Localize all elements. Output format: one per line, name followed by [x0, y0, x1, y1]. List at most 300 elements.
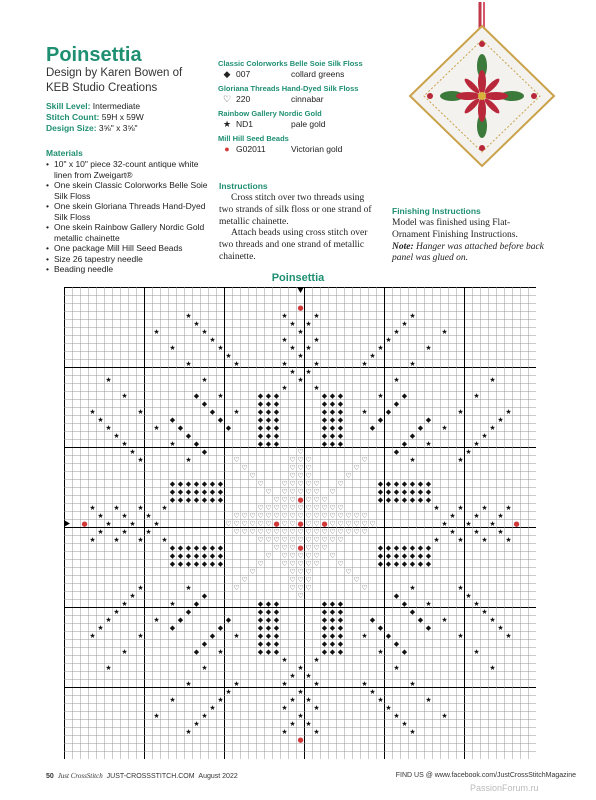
- stitch-symbol: ♡: [257, 527, 264, 536]
- stitch-symbol: ◆: [409, 479, 416, 488]
- list-item: • One skein Classic Colorworks Belle Soie Silk Floss: [46, 180, 216, 201]
- stitch-symbol: ◆: [377, 495, 384, 504]
- stitch-symbol: ◆: [169, 551, 176, 560]
- stitch-symbol: ♡: [313, 495, 320, 504]
- stitch-symbol: ◆: [401, 559, 408, 568]
- stitch-symbol: ★: [217, 343, 224, 352]
- stitch-symbol: ★: [489, 519, 496, 528]
- stitch-symbol: ♡: [289, 519, 296, 528]
- stitch-symbol: ♡: [337, 511, 344, 520]
- stitch-symbol: ♡: [361, 519, 368, 528]
- stitch-symbol: ♡: [225, 519, 232, 528]
- stitch-symbol: ★: [121, 511, 128, 520]
- stitch-symbol: ●: [297, 519, 304, 528]
- stitch-symbol: ♡: [297, 479, 304, 488]
- stitch-symbol: ♡: [257, 519, 264, 528]
- stitch-symbol: ♡: [289, 583, 296, 592]
- stitch-symbol: ◆: [425, 415, 432, 424]
- stitch-symbol: ★: [121, 391, 128, 400]
- stitch-symbol: ♡: [289, 511, 296, 520]
- stitch-symbol: ★: [281, 679, 288, 688]
- stitch-symbol: ♡: [329, 487, 336, 496]
- stitch-symbol: ★: [225, 687, 232, 696]
- stitch-symbol: ◆: [401, 543, 408, 552]
- stitch-symbol: ★: [185, 727, 192, 736]
- stitch-symbol: ◆: [337, 399, 344, 408]
- stitch-symbol: ◆: [393, 543, 400, 552]
- stitch-symbol: ◆: [417, 487, 424, 496]
- stitch-symbol: ★: [281, 383, 288, 392]
- stitch-symbol: ♡: [305, 519, 312, 528]
- stitch-symbol: ★: [297, 663, 304, 672]
- key-color-name: Victorian gold: [291, 144, 343, 154]
- stitch-symbol: ◆: [193, 495, 200, 504]
- stitch-symbol: ★: [393, 711, 400, 720]
- stitch-symbol: ★: [361, 631, 368, 640]
- stitch-symbol: ◆: [209, 631, 216, 640]
- stitch-symbol: ◆: [329, 391, 336, 400]
- stitch-symbol: ♡: [289, 471, 296, 480]
- stitch-symbol: ●: [297, 543, 304, 552]
- stitch-symbol: ◆: [273, 623, 280, 632]
- stitch-symbol: ◆: [209, 495, 216, 504]
- stitch-symbol: ◆: [257, 407, 264, 416]
- stitch-symbol: ◆: [257, 391, 264, 400]
- stitch-symbol: ★: [105, 423, 112, 432]
- stitch-symbol: ★: [121, 527, 128, 536]
- finishing-text: Model was finished using Flat-Ornament Finishing Instructions.: [392, 218, 518, 240]
- stitch-symbol: ★: [441, 615, 448, 624]
- stitch-symbol: ◆: [185, 551, 192, 560]
- stitch-symbol: ◆: [385, 543, 392, 552]
- stitch-symbol: ◆: [385, 559, 392, 568]
- stitch-symbol: ◆: [337, 607, 344, 616]
- key-row: [218, 93, 383, 105]
- stitch-symbol: ♡: [305, 463, 312, 472]
- stitch-symbol: ★: [233, 679, 240, 688]
- stitch-symbol: ★: [305, 319, 312, 328]
- list-item: • One skein Gloriana Threads Hand-Dyed Silk Floss: [46, 201, 216, 222]
- stitch-symbol: ★: [233, 631, 240, 640]
- list-item: • Beading needle: [46, 264, 216, 275]
- stitch-symbol: ◆: [337, 407, 344, 416]
- stitch-symbol: ♡: [321, 495, 328, 504]
- stitch-symbol: ★: [481, 431, 488, 440]
- stitch-symbol: ♡: [233, 527, 240, 536]
- stitch-symbol: ♡: [233, 583, 240, 592]
- stitch-symbol: ◆: [425, 623, 432, 632]
- stitch-symbol: ★: [441, 327, 448, 336]
- stitch-symbol: ♡: [345, 511, 352, 520]
- stitch-symbol: ◆: [321, 631, 328, 640]
- stitch-symbol: ♡: [273, 527, 280, 536]
- stitch-symbol: ◆: [329, 599, 336, 608]
- stitch-symbol: ◆: [401, 487, 408, 496]
- stitch-symbol: ◆: [217, 551, 224, 560]
- skill-label: Skill Level:: [46, 101, 91, 111]
- stitch-symbol: ★: [313, 727, 320, 736]
- stitch-symbol: ♡: [281, 519, 288, 528]
- stitch-symbol: ◆: [265, 391, 272, 400]
- stitch-symbol: ◆: [209, 559, 216, 568]
- stitch-symbol: ◆: [185, 607, 192, 616]
- stitch-symbol: ◆: [273, 399, 280, 408]
- stitch-symbol: ◆: [273, 639, 280, 648]
- site-url: JUST-CROSSSTITCH.COM: [106, 773, 195, 780]
- stitch-symbol: ♡: [289, 463, 296, 472]
- stitch-symbol: ◆: [329, 423, 336, 432]
- stitch-symbol: ♡: [313, 479, 320, 488]
- stitch-symbol: ◆: [265, 639, 272, 648]
- stitch-symbol: ◆: [393, 639, 400, 648]
- stitch-symbol: ★: [473, 511, 480, 520]
- stitch-symbol: ♡: [289, 551, 296, 560]
- stitch-symbol: ♡: [353, 463, 360, 472]
- stitch-symbol: ◆: [273, 407, 280, 416]
- stitch-symbol: ◆: [185, 495, 192, 504]
- stitch-symbol: ★: [113, 535, 120, 544]
- stitch-symbol: ♡: [321, 543, 328, 552]
- stitch-symbol: ★: [497, 527, 504, 536]
- stitch-symbol: ♡: [313, 519, 320, 528]
- stitch-symbol: ♡: [257, 559, 264, 568]
- stitch-symbol: ★: [473, 647, 480, 656]
- stitch-symbol: ♡: [233, 511, 240, 520]
- stitch-symbol: ★: [169, 695, 176, 704]
- stitch-symbol: ★: [185, 359, 192, 368]
- list-item: • 10" x 10" piece 32-count antique white linen from Zweigart®: [46, 159, 216, 180]
- stitch-symbol: ◆: [337, 415, 344, 424]
- stitch-symbol: ★: [97, 415, 104, 424]
- stitch-symbol: ★: [169, 439, 176, 448]
- stitch-symbol: ◆: [177, 495, 184, 504]
- stitch-symbol: ◆: [329, 631, 336, 640]
- stitch-symbol: ◆: [329, 615, 336, 624]
- stitch-symbol: ★: [137, 535, 144, 544]
- stitch-symbol: ◆: [401, 551, 408, 560]
- stitch-symbol: ♡: [297, 455, 304, 464]
- stitch-symbol: ◆: [217, 479, 224, 488]
- stitch-symbol: ★: [105, 615, 112, 624]
- stitch-symbol: ◆: [265, 399, 272, 408]
- stitch-symbol: ★: [481, 503, 488, 512]
- stitch-symbol: ♡: [313, 511, 320, 520]
- stitch-symbol: ★: [153, 423, 160, 432]
- stitch-symbol: ◆: [257, 439, 264, 448]
- stitch-symbol: ★: [457, 631, 464, 640]
- stitch-symbol: ♡: [321, 503, 328, 512]
- stitch-symbol: ★: [425, 343, 432, 352]
- stitch-symbol: ◆: [177, 479, 184, 488]
- stitch-symbol: ◆: [385, 407, 392, 416]
- stitch-symbol: ★: [369, 351, 376, 360]
- stitch-symbol: ◆: [329, 407, 336, 416]
- stitch-symbol: ♡: [281, 495, 288, 504]
- stitch-symbol: ★: [433, 535, 440, 544]
- stitch-symbol: ♡: [297, 471, 304, 480]
- stitch-symbol: ◆: [225, 423, 232, 432]
- stitch-symbol: ★: [401, 319, 408, 328]
- stitch-symbol: ★: [209, 703, 216, 712]
- stitch-symbol: ◆: [321, 607, 328, 616]
- stitch-symbol: ◆: [257, 639, 264, 648]
- stitch-symbol: ★: [185, 455, 192, 464]
- stitch-symbol: ◆: [265, 615, 272, 624]
- stitch-symbol: ★: [361, 407, 368, 416]
- stitch-symbol: ◆: [273, 431, 280, 440]
- stitch-symbol: ◆: [393, 495, 400, 504]
- size-value: 3⅝" x 3⅝": [98, 123, 138, 133]
- stitch-symbol: ◆: [193, 559, 200, 568]
- stitch-symbol: ★: [129, 447, 136, 456]
- stitch-symbol: ★: [97, 511, 104, 520]
- stitch-symbol: ★: [465, 447, 472, 456]
- stitch-symbol: ◆: [257, 415, 264, 424]
- stitch-symbol: ◆: [425, 551, 432, 560]
- stitch-symbol: ★: [313, 335, 320, 344]
- stitch-symbol: ♡: [305, 455, 312, 464]
- stitch-symbol: ★: [401, 719, 408, 728]
- stitch-symbol: ◆: [329, 439, 336, 448]
- stitch-symbol: ♡: [297, 503, 304, 512]
- stitch-symbol: ◆: [201, 487, 208, 496]
- stitch-symbol: ★: [441, 711, 448, 720]
- stitch-symbol: ♡: [345, 527, 352, 536]
- stitch-symbol: ♡: [361, 455, 368, 464]
- stitch-symbol: ★: [505, 407, 512, 416]
- instructions-paragraph: Cross stitch over two threads using two strands of silk floss or one strand of metallic chainette.: [219, 193, 372, 227]
- stitch-symbol: ★: [457, 583, 464, 592]
- stitch-symbol: ◆: [177, 487, 184, 496]
- stitch-symbol: ◆: [193, 599, 200, 608]
- stitch-symbol: ★: [449, 511, 456, 520]
- stitch-symbol: ♡: [257, 535, 264, 544]
- stitch-symbol: ★: [113, 607, 120, 616]
- stitch-symbol: ♡: [297, 591, 304, 600]
- stitch-symbol: ◆: [425, 495, 432, 504]
- stitch-symbol: ★: [217, 647, 224, 656]
- stitch-symbol: ◆: [329, 399, 336, 408]
- stitch-symbol: ♡: [369, 519, 376, 528]
- stitch-symbol: ♡: [305, 567, 312, 576]
- stitch-symbol: ♡: [313, 559, 320, 568]
- stitch-symbol: ★: [137, 631, 144, 640]
- stitch-symbol: ★: [225, 351, 232, 360]
- key-color-name: collard greens: [291, 69, 345, 79]
- stitch-symbol: ♡: [297, 527, 304, 536]
- stitch-symbol: ♡: [305, 503, 312, 512]
- stitch-symbol: ★: [217, 391, 224, 400]
- stitch-symbol: ♡: [281, 535, 288, 544]
- stitch-symbol: ★: [305, 367, 312, 376]
- stitch-symbol: ★: [169, 343, 176, 352]
- stitch-symbol: ◆: [321, 415, 328, 424]
- stitch-symbol: ★: [305, 343, 312, 352]
- stitch-symbol: ◆: [193, 647, 200, 656]
- stitch-symbol: ★: [393, 375, 400, 384]
- stitch-symbol: ★: [409, 359, 416, 368]
- stitch-symbol: ◆: [417, 479, 424, 488]
- stitch-symbol: ◆: [185, 559, 192, 568]
- stitch-symbol: ★: [305, 719, 312, 728]
- stitch-symbol: ★: [281, 655, 288, 664]
- stitch-symbol: ◆: [393, 447, 400, 456]
- stitch-symbol: ★: [289, 319, 296, 328]
- heart-icon: ♡: [222, 93, 232, 104]
- stitch-symbol: ♡: [241, 575, 248, 584]
- stitch-symbol: ♡: [281, 551, 288, 560]
- list-item: • Size 26 tapestry needle: [46, 254, 216, 265]
- stitch-symbol: ★: [313, 311, 320, 320]
- stitch-symbol: ◆: [217, 487, 224, 496]
- magazine-name: Just CrossStitch: [57, 772, 103, 780]
- stitch-symbol: ◆: [417, 423, 424, 432]
- stitch-symbol: ◆: [193, 439, 200, 448]
- stitch-symbol: ◆: [401, 647, 408, 656]
- stitch-symbol: ♡: [313, 503, 320, 512]
- stitch-symbol: ◆: [321, 391, 328, 400]
- stitch-symbol: ◆: [337, 631, 344, 640]
- stitch-symbol: ★: [281, 311, 288, 320]
- stitch-symbol: ◆: [425, 559, 432, 568]
- stitch-symbol: ◆: [185, 479, 192, 488]
- stitch-symbol: ♡: [329, 511, 336, 520]
- key-code: ND1: [236, 119, 254, 129]
- ornament-photo: [392, 0, 572, 180]
- stitch-symbol: ♡: [337, 519, 344, 528]
- stitch-symbol: ◆: [321, 407, 328, 416]
- stitch-symbol: ◆: [177, 423, 184, 432]
- stitch-symbol: ★: [97, 623, 104, 632]
- stitch-symbol: ◆: [377, 543, 384, 552]
- stitch-symbol: ◆: [329, 647, 336, 656]
- stitch-symbol: ◆: [201, 559, 208, 568]
- instructions-paragraph: Attach beads using cross stitch over two threads and one strand of metallic chainette.: [219, 228, 368, 262]
- stitch-symbol: ◆: [169, 543, 176, 552]
- note-text: Hanger was attached before back panel was glued on.: [392, 241, 544, 264]
- stitch-symbol: ◆: [265, 623, 272, 632]
- stitch-symbol: ♡: [273, 535, 280, 544]
- stitch-symbol: ♡: [305, 511, 312, 520]
- stitch-symbol: ♡: [321, 511, 328, 520]
- stitch-symbol: ♡: [281, 543, 288, 552]
- stitch-symbol: ♡: [313, 527, 320, 536]
- stitch-symbol: ★: [121, 647, 128, 656]
- stitch-symbol: ◆: [193, 543, 200, 552]
- stitch-symbol: ◆: [409, 431, 416, 440]
- stitch-symbol: ♡: [297, 447, 304, 456]
- stitch-symbol: ◆: [337, 423, 344, 432]
- stitch-symbol: ♡: [241, 511, 248, 520]
- pattern-meta: [46, 101, 216, 134]
- stitch-symbol: ♡: [289, 455, 296, 464]
- stitch-symbol: ●: [273, 519, 280, 528]
- stitch-symbol: ★: [153, 615, 160, 624]
- stitch-symbol: ◆: [321, 439, 328, 448]
- stitch-symbol: ★: [169, 599, 176, 608]
- issue-date: August 2022: [198, 773, 238, 780]
- stitch-symbol: ★: [89, 503, 96, 512]
- stitch-symbol: ♡: [249, 527, 256, 536]
- stitch-symbol: ●: [513, 519, 520, 528]
- stitch-symbol: ◆: [265, 647, 272, 656]
- stitch-symbol: ♡: [289, 543, 296, 552]
- stitch-symbol: ♡: [297, 559, 304, 568]
- stitch-symbol: ♡: [321, 527, 328, 536]
- stitch-symbol: ◆: [401, 479, 408, 488]
- stitch-symbol: ★: [89, 535, 96, 544]
- stitch-symbol: ★: [145, 511, 152, 520]
- stitch-symbol: ★: [137, 503, 144, 512]
- key-brand: Mill Hill Seed Beads: [218, 134, 289, 143]
- size-label: Design Size:: [46, 123, 97, 133]
- stitch-symbol: ◆: [393, 559, 400, 568]
- stitch-symbol: ◆: [257, 615, 264, 624]
- stitch-symbol: ♡: [337, 479, 344, 488]
- stitch-symbol: ◆: [177, 559, 184, 568]
- stitch-symbol: ♡: [233, 455, 240, 464]
- stitch-symbol: ♡: [241, 527, 248, 536]
- stitch-symbol: ◆: [425, 543, 432, 552]
- stitch-symbol: ♡: [337, 527, 344, 536]
- stitch-symbol: ★: [369, 687, 376, 696]
- stitch-symbol: ★: [137, 583, 144, 592]
- stitch-symbol: ◆: [321, 615, 328, 624]
- stitch-symbol: ◆: [193, 487, 200, 496]
- stitch-symbol: ♡: [281, 479, 288, 488]
- stitch-symbol: ♡: [337, 559, 344, 568]
- stitch-symbol: ◆: [273, 631, 280, 640]
- stitch-symbol: ◆: [217, 543, 224, 552]
- stitch-symbol: ♡: [329, 551, 336, 560]
- stitch-symbol: ◆: [377, 559, 384, 568]
- stitch-symbol: ♡: [289, 487, 296, 496]
- stitch-symbol: ◆: [169, 559, 176, 568]
- stitch-symbol: ♡: [233, 519, 240, 528]
- stitch-symbol: ★: [281, 727, 288, 736]
- stitch-symbol: ♡: [281, 511, 288, 520]
- stitch-symbol: ♡: [305, 527, 312, 536]
- stitch-symbol: ♡: [289, 495, 296, 504]
- stitch-symbol: ♡: [305, 559, 312, 568]
- stitch-symbol: ◆: [321, 647, 328, 656]
- stitch-symbol: ★: [217, 695, 224, 704]
- stitch-symbol: ♡: [297, 463, 304, 472]
- stitch-symbol: ◆: [337, 599, 344, 608]
- stitch-symbol: ◆: [329, 431, 336, 440]
- stitch-symbol: ♡: [241, 519, 248, 528]
- stitch-symbol: ★: [425, 599, 432, 608]
- stitch-symbol: ◆: [201, 399, 208, 408]
- stitch-symbol: ◆: [409, 543, 416, 552]
- stitch-symbol: ★: [185, 311, 192, 320]
- stitch-symbol: ◆: [329, 607, 336, 616]
- stitch-symbol: ◆: [257, 599, 264, 608]
- stitch-symbol: ◆: [417, 559, 424, 568]
- stitch-symbol: ◆: [193, 551, 200, 560]
- stitch-symbol: ★: [281, 359, 288, 368]
- stitch-symbol: ★: [441, 423, 448, 432]
- watermark: PassionForum.ru: [470, 783, 539, 793]
- materials-list: [46, 159, 216, 275]
- stitch-symbol: ★: [121, 439, 128, 448]
- stitch-symbol: ◆: [201, 447, 208, 456]
- stitch-symbol: ★: [489, 615, 496, 624]
- stitch-symbol: ♡: [297, 511, 304, 520]
- stitch-symbol: ★: [489, 663, 496, 672]
- stitch-symbol: ◆: [169, 623, 176, 632]
- stitch-symbol: ♡: [265, 527, 272, 536]
